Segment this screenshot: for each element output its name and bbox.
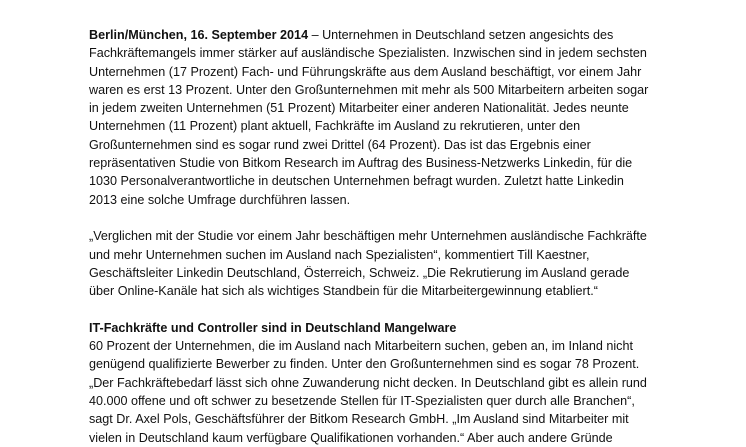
paragraph-line: in jedem zweiten Unternehmen (51 Prozent) Mitarbeiter einer anderen Nationalität. Jedes neunte	[89, 101, 629, 116]
paragraph-line: Großunternehmen sind es sogar rund zwei Drittel (64 Prozent). Das ist das Ergebnis einer	[89, 137, 591, 152]
paragraph-line: 1030 Personalverantwortliche in deutschen Unternehmen befragt wurden. Zuletzt hatte Linkedin	[89, 174, 624, 189]
paragraph-line: Fachkräftemangels immer stärker auf ausländische Spezialisten. Inzwischen sind in jedem sechsten	[89, 46, 647, 61]
paragraph-line: Unternehmen (17 Prozent) Fach- und Führungskräfte aus dem Ausland beschäftigt, vor einem Jahr	[89, 64, 642, 79]
paragraph-line: 40.000 offene und oft schwer zu besetzende Stellen für IT-Spezialisten quer durch alle Branchen“,	[89, 393, 635, 408]
paragraph-line: Geschäftsleiter Linkedin Deutschland, Österreich, Schweiz. „Die Rekrutierung im Ausland gerade	[89, 265, 630, 280]
paragraph-line: waren es erst 13 Prozent. Unter den Großunternehmen mit mehr als 500 Mitarbeitern arbeiten sogar	[89, 82, 649, 97]
paragraph-line: 60 Prozent der Unternehmen, die im Ausland nach Mitarbeitern suchen, geben an, im Inland nicht	[89, 339, 633, 354]
paragraph-line	[89, 26, 689, 44]
paragraph-intro	[89, 26, 689, 209]
paragraph-line: und mehr Unternehmen suchen im Ausland nach Spezialisten“, kommentiert Till Kaestner,	[89, 247, 590, 262]
paragraph-line: 2013 eine solche Umfrage durchführen lassen.	[89, 192, 351, 207]
dateline: Berlin/München, 16. September 2014	[89, 28, 309, 42]
paragraph-line: sagt Dr. Axel Pols, Geschäftsführer der Bitkom Research GmbH. „Im Ausland sind Mitarbeiter mit	[89, 412, 629, 427]
document-body	[89, 26, 689, 447]
section-it-fachkraefte	[89, 319, 689, 447]
paragraph-text: – Unternehmen in Deutschland setzen angesichts des	[308, 28, 614, 42]
paragraph-line: Unternehmen (11 Prozent) plant aktuell, Fachkräfte im Ausland zu rekrutieren, unter den	[89, 119, 581, 134]
paragraph-line: über Online-Kanäle hat sich als wichtiges Standbein für die Mitarbeitergewinnung etabliert.“	[89, 284, 598, 299]
paragraph-line: vielen in Deutschland kaum verfügbare Qualifikationen vorhanden.“ Aber auch andere Gründe	[89, 430, 613, 445]
paragraph-line: „Verglichen mit der Studie vor einem Jahr beschäftigen mehr Unternehmen ausländische Fachkräfte	[89, 229, 647, 244]
section-heading: IT-Fachkräfte und Controller sind in Deutschland Mangelware	[89, 320, 457, 335]
paragraph-line: repräsentativen Studie von Bitkom Research im Auftrag des Business-Netzwerks Linkedin, für die	[89, 156, 633, 171]
paragraph-line: genügend qualifizierte Bewerber zu finden. Unter den Großunternehmen sind es sogar 78 Prozent.	[89, 357, 640, 372]
paragraph-line: „Der Fachkräftebedarf lässt sich ohne Zuwanderung nicht decken. In Deutschland gibt es allein rund	[89, 375, 647, 390]
paragraph-quote	[89, 227, 689, 300]
